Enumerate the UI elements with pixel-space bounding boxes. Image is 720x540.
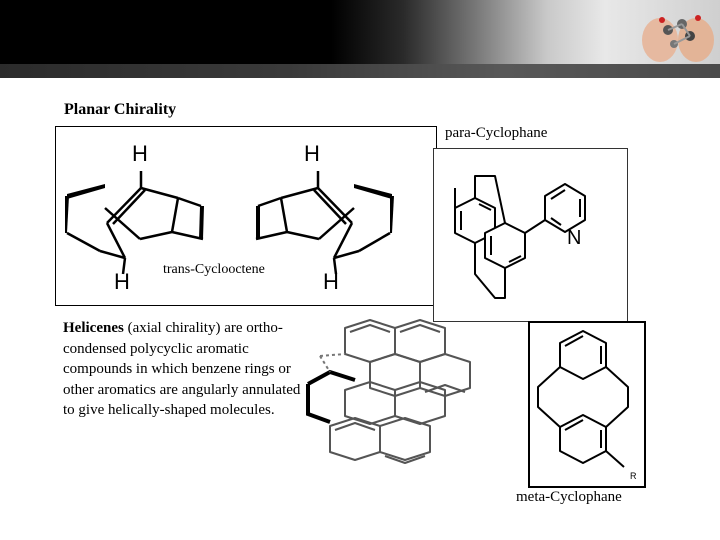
slide-title: Planar Chirality	[64, 101, 177, 118]
hands-molecule-logo	[638, 0, 720, 64]
atom-h-label: H	[323, 269, 339, 294]
atom-n-label: N	[567, 227, 582, 249]
para-cyclophane-label: para-Cyclophane	[445, 125, 548, 141]
atom-h-label: H	[114, 269, 130, 294]
meta-cyclophane-structure	[528, 321, 642, 484]
atom-h-label: H	[304, 141, 320, 166]
atom-h-label: H	[132, 141, 148, 166]
helicenes-description	[63, 318, 313, 421]
para-cyclophane-structure	[433, 148, 626, 320]
meta-cyclophane-label: meta-Cyclophane	[516, 489, 622, 505]
header-strip	[0, 64, 720, 78]
helicenes-term: Helicenes	[63, 320, 124, 336]
atom-r-label: R	[630, 471, 637, 481]
trans-cyclooctene-label: trans-Cyclooctene	[163, 262, 265, 277]
helicene-structure	[300, 316, 480, 476]
header-banner	[0, 0, 720, 64]
helicenes-definition: (axial chirality) are ortho-condensed polycyclic aromatic compounds in which benzene rings or other aromatics are angularly annulated to give helically-shaped molecules.	[63, 320, 301, 418]
